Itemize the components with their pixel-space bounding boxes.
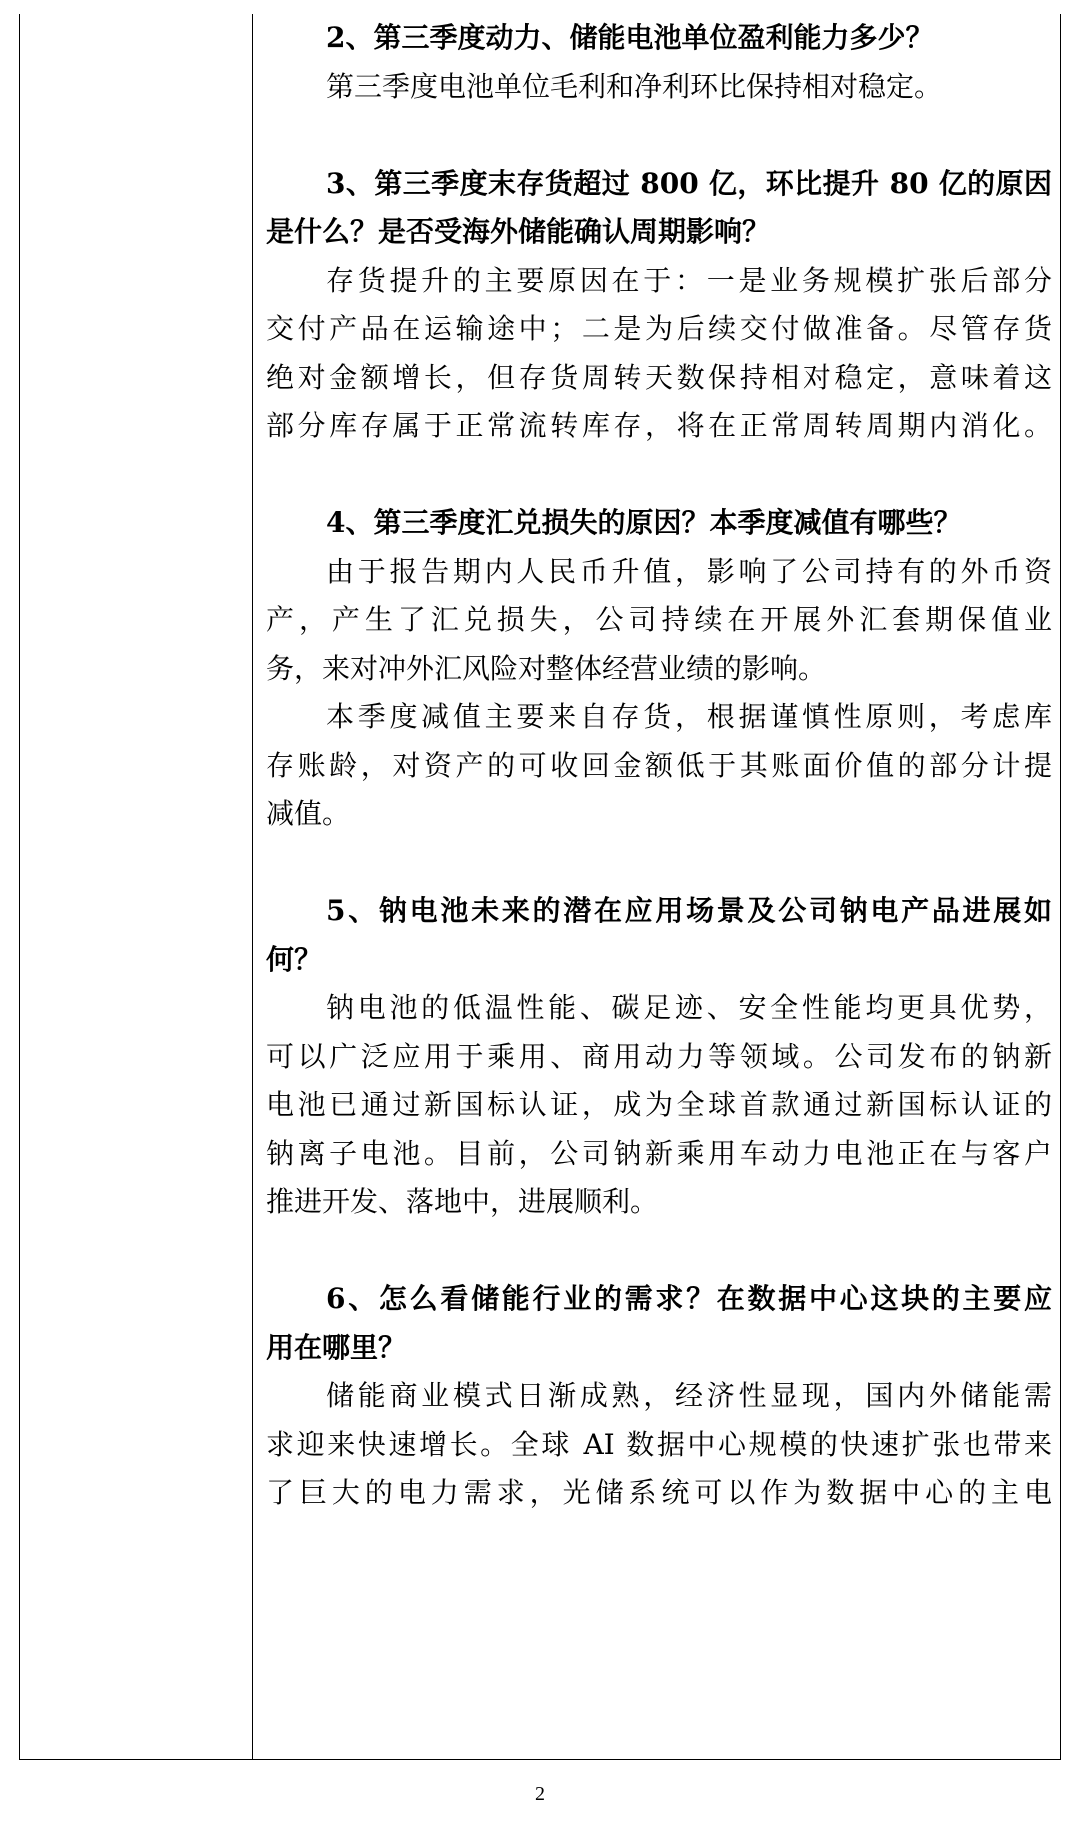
- question-title: 是什么？是否受海外储能确认周期影响？: [266, 215, 771, 248]
- answer-text: 交付产品在运输途中；二是为后续交付做准备。尽管存货: [266, 312, 1052, 345]
- answer-text: 产，产生了汇兑损失，公司持续在开展外汇套期保值业: [266, 603, 1052, 636]
- answer-text: 钠离子电池。目前，公司钠新乘用车动力电池正在与客户: [266, 1136, 1052, 1170]
- question-title: 4、第三季度汇兑损失的原因？本季度减值有哪些？: [326, 506, 962, 539]
- column-divider: [252, 14, 253, 1760]
- answer-text: 本季度减值主要来自存货，根据谨慎性原则，考虑库: [326, 700, 1052, 733]
- spacer: [266, 839, 1052, 888]
- answer-text: 减值。: [266, 797, 351, 830]
- question-title: 用在哪里？: [266, 1330, 407, 1364]
- answer-text: 可以广泛应用于乘用、商用动力等领域。公司发布的钠新: [266, 1039, 1052, 1073]
- spacer: [266, 1227, 1052, 1276]
- answer-text: 由于报告期内人民币升值，影响了公司持有的外币资: [326, 554, 1052, 588]
- answer-text: 电池已通过新国标认证，成为全球首款通过新国标认证的: [266, 1088, 1052, 1121]
- question-title: 6、怎么看储能行业的需求？在数据中心这块的主要应: [326, 1282, 1052, 1315]
- answer-text: 推进开发、落地中，进展顺利。: [266, 1185, 659, 1218]
- answer-text: 绝对金额增长，但存货周转天数保持相对稳定，意味着这: [266, 360, 1052, 394]
- answer-text: 了巨大的电力需求，光储系统可以作为数据中心的主电: [266, 1476, 1052, 1509]
- question-title: 何？: [266, 942, 323, 976]
- answer-text: 存货提升的主要原因在于：一是业务规模扩张后部分: [326, 263, 1052, 297]
- answer-text: 务，来对冲外汇风险对整体经营业绩的影响。: [266, 651, 827, 685]
- answer-column: [266, 14, 1052, 1518]
- answer-text: 钠电池的低温性能、碳足迹、安全性能均更具优势，: [326, 991, 1052, 1024]
- spacer: [266, 111, 1052, 160]
- answer-text: 第三季度电池单位毛利和净利环比保持相对稳定。: [326, 69, 943, 103]
- answer-text: 部分库存属于正常流转库存，将在正常周转周期内消化。: [266, 409, 1052, 442]
- question-title: 5、钠电池未来的潜在应用场景及公司钠电产品进展如: [326, 894, 1052, 927]
- question-title: 2、第三季度动力、储能电池单位盈利能力多少？: [326, 21, 934, 54]
- answer-text: 存账龄，对资产的可收回金额低于其账面价值的部分计提: [266, 748, 1052, 782]
- spacer: [266, 451, 1052, 500]
- page-number: 2: [535, 1783, 545, 1805]
- question-title: 3、第三季度末存货超过 800 亿，环比提升 80 亿的原因: [326, 166, 1052, 200]
- answer-text: 求迎来快速增长。全球 AI 数据中心规模的快速扩张也带来: [266, 1427, 1052, 1461]
- answer-text: 储能商业模式日渐成熟，经济性显现，国内外储能需: [326, 1379, 1052, 1412]
